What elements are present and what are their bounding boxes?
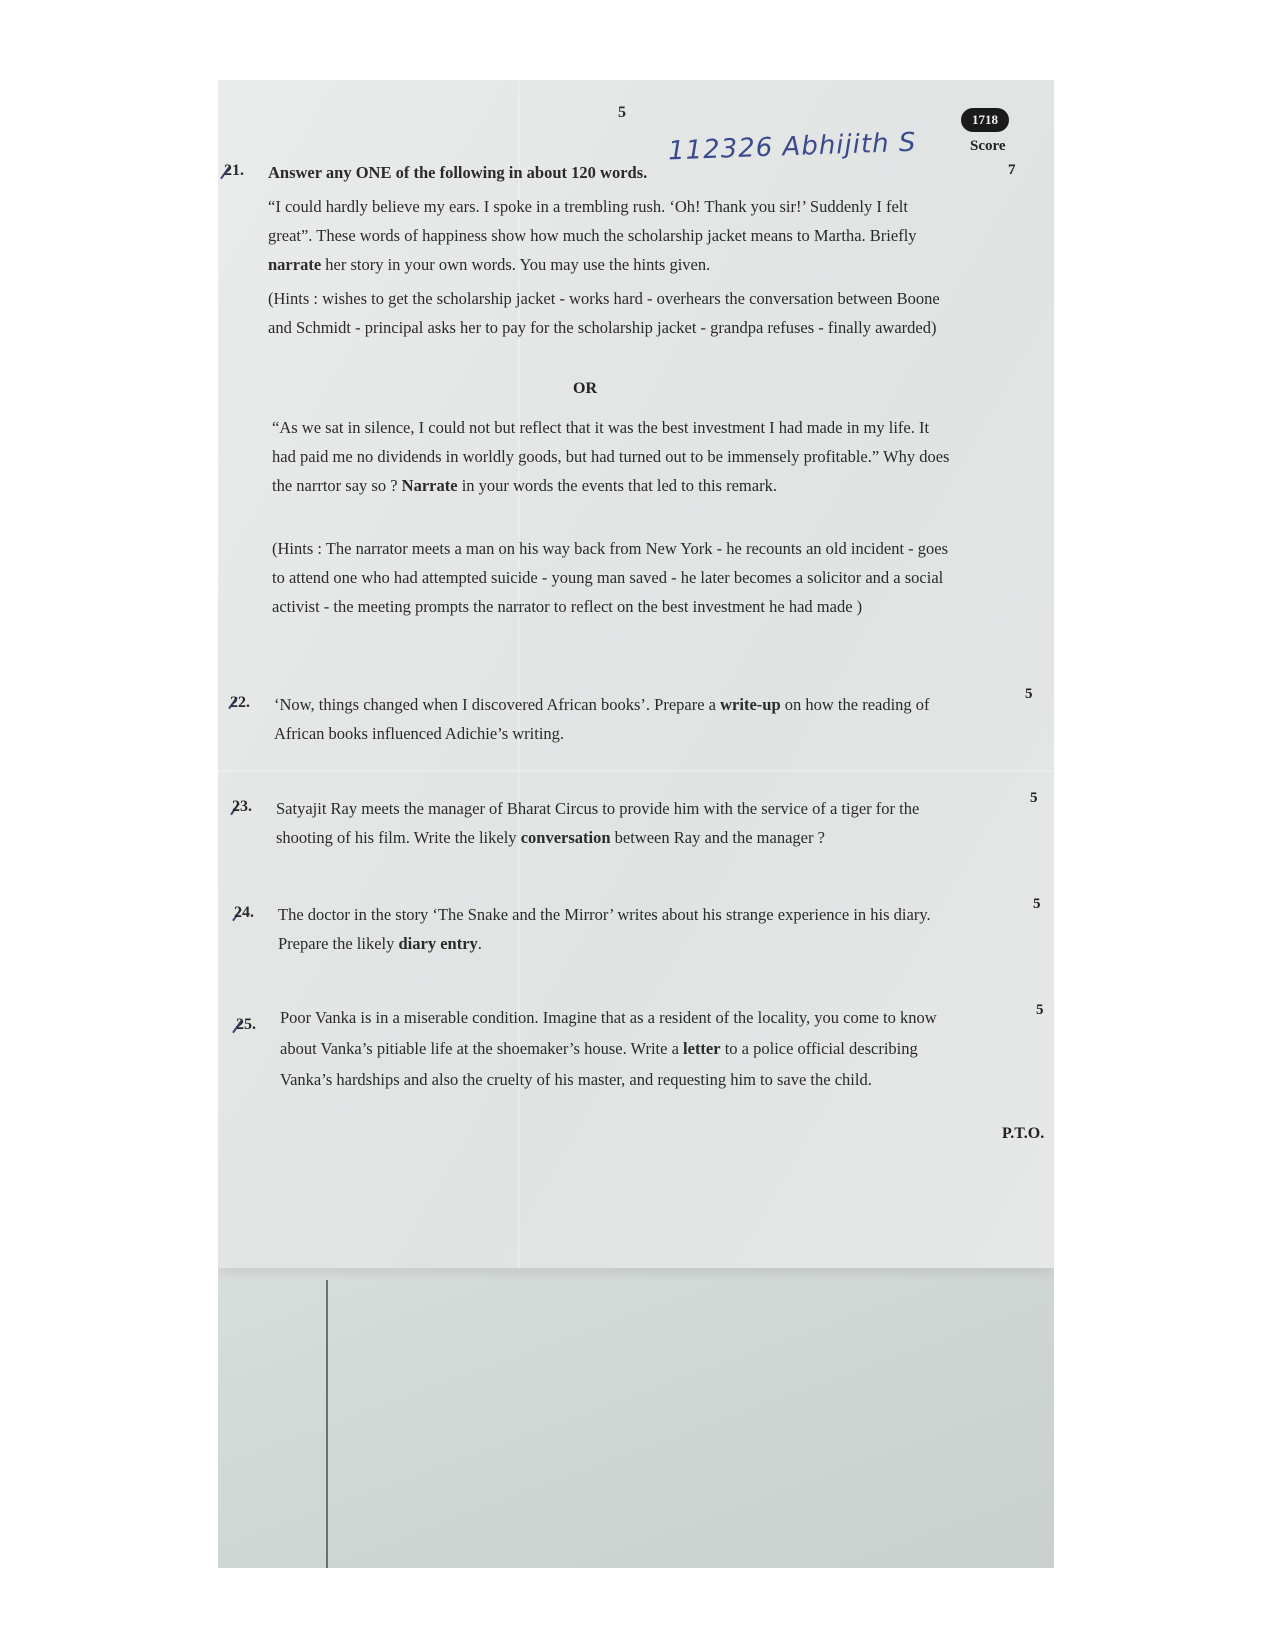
question-24-keyword: diary entry xyxy=(398,934,478,953)
or-separator: OR xyxy=(573,380,597,397)
question-21-option-a-hints: (Hints : wishes to get the scholarship jacket - works hard - overhears the conversation between Boone and Schmidt - principal asks her to pay for the scholarship jacket - grandpa refuses - finally awarded) xyxy=(268,289,940,337)
question-number-22: 22. xyxy=(230,694,250,711)
background-sheet-margin-line xyxy=(326,1280,328,1568)
question-25-text-start: Poor Vanka is in a miserable condition. Imagine that as a resident of the locality, you come to know about Vanka’s pitiable life at the shoemaker’s house. Write a xyxy=(280,1008,937,1058)
question-24-text-start: The doctor in the story ‘The Snake and the Mirror’ writes about his strange experience in his diary. Prepare the likely xyxy=(278,905,931,953)
exam-sheet xyxy=(218,80,1054,1268)
paper-code-badge: 1718 xyxy=(961,108,1009,132)
question-number-23: 23. xyxy=(232,798,252,815)
option-b-keyword: Narrate xyxy=(401,476,458,495)
question-23-text-end: between Ray and the manager ? xyxy=(610,828,825,847)
pto-label: P.T.O. xyxy=(1002,1125,1045,1142)
score-21: 7 xyxy=(1008,162,1016,178)
score-22: 5 xyxy=(1025,686,1033,702)
score-heading: Score xyxy=(970,138,1006,154)
page-number: 5 xyxy=(618,104,626,121)
question-22-keyword: write-up xyxy=(720,695,781,714)
score-23: 5 xyxy=(1030,790,1038,806)
question-number-21: 21. xyxy=(224,162,244,179)
option-b-text: “As we sat in silence, I could not but reflect that it was the best investment I had made in my life. It had paid me no dividends in worldly goods, but had turned out to be immensely profitable.” Why does the narrtor say so ? xyxy=(272,418,950,495)
score-25: 5 xyxy=(1036,1002,1044,1018)
question-23-text xyxy=(276,794,956,852)
question-number-24: 24. xyxy=(234,904,254,921)
option-a-text-end: her story in your own words. You may use the hints given. xyxy=(321,255,711,274)
question-25-text xyxy=(280,1002,970,1095)
background-sheet xyxy=(218,1280,1054,1568)
question-22-text xyxy=(274,690,954,748)
option-a-text: “I could hardly believe my ears. I spoke in a trembling rush. ‘Oh! Thank you sir!’ Suddenly I felt great”. These words of happiness show how much the scholarship jacket means to Martha. Briefly xyxy=(268,197,917,245)
question-22-text-end: on how the reading of African books influenced Adichie’s writing. xyxy=(274,695,930,743)
question-24-text xyxy=(278,900,958,958)
question-21-instruction: Answer any ONE of the following in about 120 words. xyxy=(268,163,648,182)
paper-fold xyxy=(218,770,1054,772)
question-22-text-start: ‘Now, things changed when I discovered African books’. Prepare a xyxy=(274,695,721,714)
question-number-25: 25. xyxy=(236,1016,256,1033)
question-25-text-end: to a police official describing Vanka’s hardships and also the cruelty of his master, and requesting him to save the child. xyxy=(280,1039,918,1089)
question-21-option-b-hints: (Hints : The narrator meets a man on his way back from New York - he recounts an old incident - goes to attend one who had attempted suicide - young man saved - he later becomes a solicitor and a social activist - the meeting prompts the narrator to reflect on the best investment he had made ) xyxy=(272,539,949,616)
question-21-option-a xyxy=(268,192,948,279)
question-25-keyword: letter xyxy=(683,1039,721,1058)
question-21-option-b xyxy=(272,413,952,500)
score-24: 5 xyxy=(1033,896,1041,912)
document-photo xyxy=(218,80,1054,1568)
question-23-keyword: conversation xyxy=(520,828,611,847)
question-23-text-start: Satyajit Ray meets the manager of Bharat Circus to provide him with the service of a tiger for the shooting of his film. Write the likely xyxy=(276,799,920,847)
option-b-text-end: in your words the events that led to this remark. xyxy=(457,476,777,495)
handwritten-note: 112326 Abhijith S xyxy=(667,127,917,167)
option-a-keyword: narrate xyxy=(268,255,322,274)
question-24-text-end: . xyxy=(477,934,482,953)
